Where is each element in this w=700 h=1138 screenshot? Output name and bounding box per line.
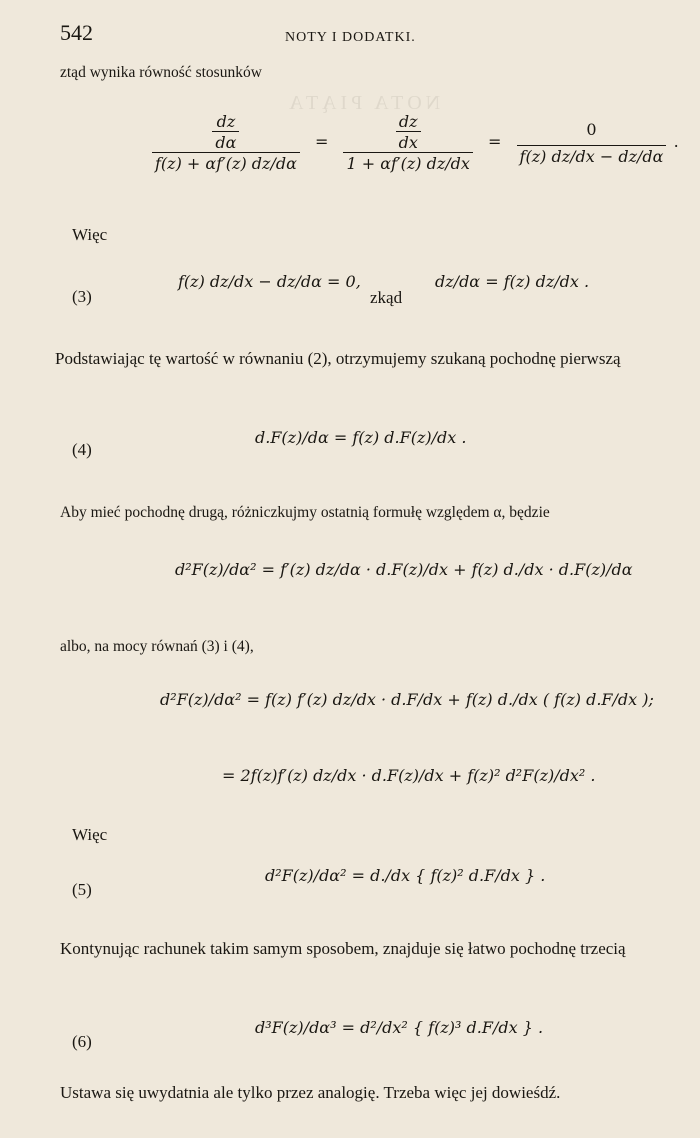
equation-expanded-line-1: d²F(z)/dα² = f(z) f′(z) dz/dx · d.F/dx + f(z) d./dx ( f(z) d.F/dx ); <box>160 690 654 709</box>
paragraph-second-derivative: Aby mieć pochodnę drugą, różniczkujmy ostatnią formułę względem α, będzie <box>60 504 550 521</box>
eq-label-3: (3) <box>72 287 92 306</box>
equation-3-result: dz/dα = f(z) dz/dx . <box>435 272 590 291</box>
equation-expanded-line-2: = 2f(z)f′(z) dz/dx · d.F(z)/dx + f(z)² d²F(z)/dx² . <box>222 766 596 785</box>
intro-line: ztąd wynika równość stosunków <box>60 64 262 81</box>
equation-5: d²F(z)/dα² = d./dx { f(z)² d.F/dx } . <box>265 866 546 885</box>
ratio-1: $\frac{\frac{dz}{d\alpha}}{f(z) + \alpha f'(z) dz/d\alpha}$ <box>152 112 300 173</box>
bleed-through-text: NOTA PIĄTA <box>285 92 441 114</box>
word-zkad: zkąd <box>370 288 403 307</box>
ratio-3: $\frac{0}{f(z) dz/dx - dz/d\alpha}$ <box>517 120 667 166</box>
closing-sentence: Ustawa się uwydatnia ale tylko przez analogię. Trzeba więc jej dowieśdź. <box>60 1083 561 1102</box>
equation-ratios: $\frac{\frac{dz}{d\alpha}}{f(z) + \alpha f'(z) dz/d\alpha}$ = $\frac{\frac{dz}{dx}}{1 + \alpha f'(z) dz/dx}$ = $\frac{0}{f(z) dz/dx - dz/d\alpha}$ . <box>150 112 679 173</box>
equation-6: d³F(z)/dα³ = d²/dx² { f(z)³ d.F/dx } . <box>255 1018 544 1037</box>
eq-label-5: (5) <box>72 880 92 899</box>
running-head: NOTY I DODATKI. <box>285 30 416 45</box>
eq-label-6: (6) <box>72 1032 92 1051</box>
word-wiec-2: Więc <box>72 825 108 844</box>
page-number: 542 <box>60 20 93 45</box>
paragraph-third-derivative: Kontynując rachunek takim samym sposobem, znajduje się łatwo pochodnę trzecią <box>60 939 626 958</box>
equation-second-derivative: d²F(z)/dα² = f′(z) dz/dα · d.F(z)/dx + f(z) d./dx · d.F(z)/dα <box>175 560 633 579</box>
equation-4: d.F(z)/dα = f(z) d.F(z)/dx . <box>255 428 467 447</box>
eq-label-4: (4) <box>72 440 92 459</box>
word-wiec-1: Więc <box>72 225 108 244</box>
equation-3: f(z) dz/dx − dz/dα = 0, <box>178 272 361 291</box>
ratio-2: $\frac{\frac{dz}{dx}}{1 + \alpha f'(z) dz/dx}$ <box>343 112 472 173</box>
paragraph-substitution: Podstawiając tę wartość w równaniu (2), otrzymujemy szukaną pochodnę pierwszą <box>55 349 621 368</box>
line-albo: albo, na mocy równań (3) i (4), <box>60 638 254 655</box>
